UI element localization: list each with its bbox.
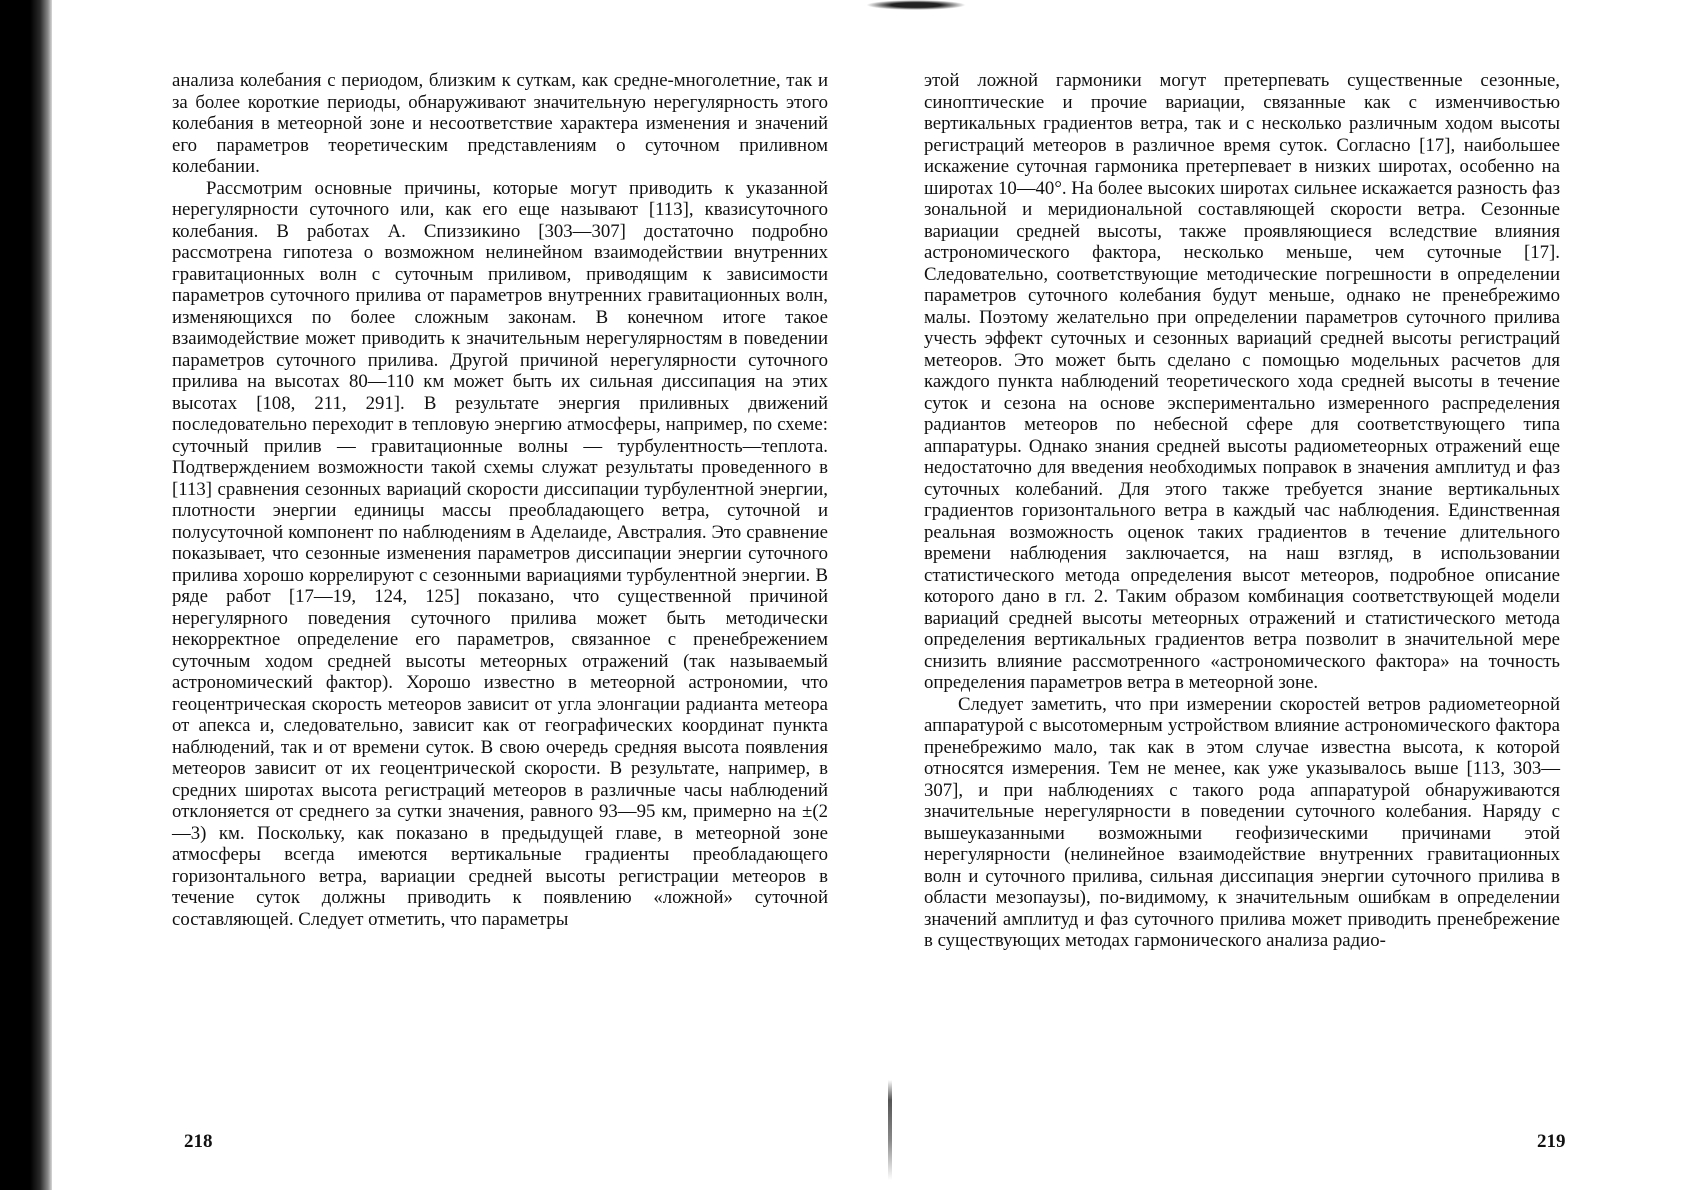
left-page-text (172, 70, 828, 930)
right-page-text (924, 70, 1560, 952)
left-paragraph-2: Рассмотрим основные причины, которые могут приводить к указанной нерегулярности суточного или, как его еще называют [113], квазисуточного колебания. В работах А. Спиззикино [303—307] достаточно подробно рассмотрена гипотеза о возможном нелинейном взаимодействии внутренних гравитационных волн с суточным приливом, приводящим к зависимости параметров суточного прилива от параметров внутренних гравитационных волн, изменяющихся по более сложным законам. В конечном итоге такое взаимодействие может приводить к значительным нерегулярностям в поведении параметров суточного прилива. Другой причиной нерегулярности суточного прилива на высотах 80—110 км может быть их сильная диссипация на этих высотах [108, 211, 291]. В результате энергия приливных движений последовательно переходит в тепловую энергию атмосферы, например, по схеме: суточный прилив — гравитационные волны — турбулентность—теплота. Подтверждением возможности такой схемы служат результаты проведенного в [113] сравнения сезонных вариаций скорости диссипации турбулентной энергии, плотности энергии единицы массы преобладающего ветра, суточной и полусуточной компонент по наблюдениям в Аделаиде, Австралия. Это сравнение показывает, что сезонные изменения параметров диссипации энергии суточного прилива хорошо коррелируют с сезонными вариациями турбулентной энергии. В ряде работ [17—19, 124, 125] показано, что существенной причиной нерегулярного поведения суточного прилива может быть методически некорректное определение его параметров, связанное с пренебрежением суточным ходом средней высоты метеорных отражений (так называемый астрономический фактор). Хорошо известно в метеорной астрономии, что геоцентрическая скорость метеоров зависит от угла элонгации радианта метеора от апекса и, следовательно, зависит как от географических координат пункта наблюдений, так и от времени суток. В свою очередь средняя высота появления метеоров зависит от их геоцентрической скорости. В результате, например, в средних широтах высота регистраций метеоров в различные часы наблюдений отклоняется от среднего за сутки значения, равного 93—95 км, примерно на ±(2—3) км. Поскольку, как показано в предыдущей главе, в метеорной зоне атмосферы всегда имеются вертикальные градиенты преобладающего горизонтального ветра, вариации средней высоты регистрации метеоров в течение суток должны приводить к появлению «ложной» суточной составляющей. Следует отметить, что параметры (172, 177, 828, 930)
right-paragraph-2: Следует заметить, что при измерении скоростей ветров радиометеорной аппаратурой с высотомерным устройством влияние астрономического фактора пренебрежимо мало, так как в этом случае известна высота, к которой относятся измерения. Тем не менее, как уже указывалось выше [113, 303—307], и при наблюдениях с такого рода аппаратурой обнаруживаются значительные нерегулярности в поведении суточного колебания. Наряду с вышеуказанными возможными геофизическими причинами этой нерегулярности (нелинейное взаимодействие внутренних гравитационных волн и суточного прилива, сильная диссипация энергии суточного прилива в области мезопаузы), по-видимому, к значительным ошибкам в определении значений амплитуд и фаз суточного прилива может приводить пренебрежение в существующих методах гармонического анализа радио- (924, 693, 1560, 951)
scan-artifact-gutter (888, 1080, 892, 1180)
right-paragraph-1: этой ложной гармоники могут претерпевать существенные сезонные, синоптические и прочие вариации, связанные как с изменчивостью вертикальных градиентов ветра, так и с несколько различным ходом высоты регистраций метеоров в различное время суток. Согласно [17], наибольшее искажение суточная гармоника претерпевает в низких широтах, особенно на широтах 10—40°. На более высоких широтах сильнее искажается разность фаз зональной и меридиональной составляющей скорости ветра. Сезонные вариации средней высоты, также проявляющиеся вследствие влияния астрономического фактора, несколько меньше, чем суточные [17]. Следовательно, соответствующие методические погрешности в определении параметров суточного колебания будут меньше, однако не пренебрежимо малы. Поэтому желательно при определении параметров суточного прилива учесть эффект суточных и сезонных вариаций средней высоты регистраций метеоров. Это может быть сделано с помощью модельных расчетов для каждого пункта наблюдений теоретического хода средней высоты в течение суток и сезона на основе экспериментально измеренного распределения радиантов метеоров по небесной сфере для соответствующего типа аппаратуры. Однако знания средней высоты радиометеорных отражений еще недостаточно для введения необходимых поправок в значения амплитуд и фаз суточных колебаний. Для этого также требуется знание вертикальных градиентов горизонтального ветра в каждый час наблюдения. Единственная реальная возможность оценок таких градиентов в течение длительного времени наблюдения заключается, на наш взгляд, в использовании статистического метода определения высот метеоров, подробное описание которого дано в гл. 2. Таким образом комбинация соответствующей модели вариаций средней высоты метеорных отражений и статистического метода определения вертикальных градиентов ветра позволит в значительной мере снизить влияние рассмотренного «астрономического фактора» на точность определения параметров ветра в метеорной зоне. (924, 70, 1560, 693)
page-number-left: 218 (184, 1131, 213, 1152)
left-paragraph-1: анализа колебания с периодом, близким к суткам, как средне-многолетние, так и за более короткие периоды, обнаруживают значительную нерегулярность этого колебания в метеорной зоне и несоответствие характера изменения и значений его параметров теоретическим представлениям о суточном приливном колебании. (172, 70, 828, 177)
book-binding-shadow (0, 0, 52, 1190)
page-number-right: 219 (1537, 1131, 1566, 1152)
scan-artifact-top (866, 0, 966, 10)
